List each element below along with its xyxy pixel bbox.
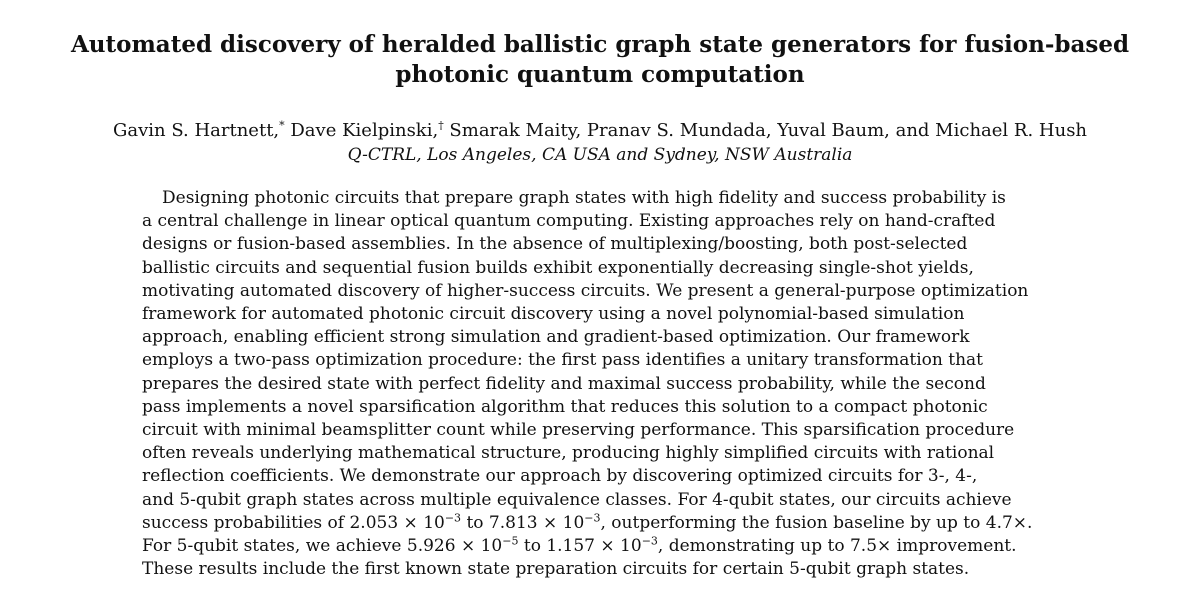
abstract-line: prepares the desired state with perfect fidelity and maximal success probability, while the second [142, 373, 986, 394]
text-segment: , outperforming the fusion baseline by up to 4.7×. [600, 512, 1033, 533]
abstract-line: often reveals underlying mathematical structure, producing highly simplified circuits with rational [142, 443, 995, 464]
abstract-line: and 5-qubit graph states across multiple equivalence classes. For 4-qubit states, our circuits achieve [142, 489, 1012, 510]
abstract-line: employs a two-pass optimization procedure: the first pass identifies a unitary transformation that [142, 350, 984, 371]
abstract-line-4qubit-results [142, 512, 1062, 535]
abstract-line: These results include the first known state preparation circuits for certain 5-qubit graph states. [142, 559, 970, 580]
abstract [142, 187, 1062, 581]
text-segment: to 7.813 × 10 [461, 512, 585, 533]
text-segment: , demonstrating up to 7.5× improvement. [657, 536, 1017, 557]
paper-title [0, 30, 1200, 90]
abstract-line-5qubit-results [142, 535, 1062, 558]
other-authors: Smarak Maity, Pranav S. Mundada, Yuval Baum, and Michael R. Hush [443, 120, 1088, 141]
exponent: −3 [444, 511, 462, 525]
text-segment: success probabilities of 2.053 × 10 [142, 512, 445, 533]
exponent: −3 [641, 534, 658, 548]
author-list [0, 119, 1200, 143]
author-1-footnote-mark: * [279, 119, 285, 132]
abstract-line: pass implements a novel sparsification algorithm that reduces this solution to a compact photonic [142, 396, 988, 417]
abstract-line: a central challenge in linear optical quantum computing. Existing approaches rely on hand-crafted [142, 211, 996, 232]
abstract-line: designs or fusion-based assemblies. In the absence of multiplexing/boosting, both post-selected [142, 234, 968, 255]
abstract-line: ballistic circuits and sequential fusion builds exhibit exponentially decreasing single-shot yields, [142, 257, 974, 278]
exponent: −5 [502, 534, 519, 548]
abstract-line: motivating automated discovery of higher-success circuits. We present a general-purpose optimization [142, 280, 1029, 301]
exponent: −3 [584, 511, 601, 525]
text-segment: For 5-qubit states, we achieve 5.926 × 10 [142, 536, 503, 557]
author-1: Gavin S. Hartnett, [112, 120, 280, 141]
abstract-line: circuit with minimal beamsplitter count while preserving performance. This sparsification procedure [142, 420, 1015, 441]
abstract-line: Designing photonic circuits that prepare graph states with high fidelity and success probability is [162, 188, 1006, 208]
title-line-2: photonic quantum computation [395, 61, 805, 88]
text-segment: to 1.157 × 10 [518, 536, 642, 557]
affiliation: Q-CTRL, Los Angeles, CA USA and Sydney, NSW Australia [347, 145, 853, 165]
abstract-line: approach, enabling efficient strong simulation and gradient-based optimization. Our framework [142, 327, 970, 348]
title-line-1: Automated discovery of heralded ballistic graph state generators for fusion-based [70, 31, 1130, 58]
author-2: Dave Kielpinski, [284, 120, 439, 141]
abstract-line: reflection coefficients. We demonstrate our approach by discovering optimized circuits for 3-, 4-, [142, 466, 978, 487]
abstract-line: framework for automated photonic circuit discovery using a novel polynomial-based simulation [142, 304, 965, 325]
author-2-footnote-mark: † [438, 119, 444, 132]
